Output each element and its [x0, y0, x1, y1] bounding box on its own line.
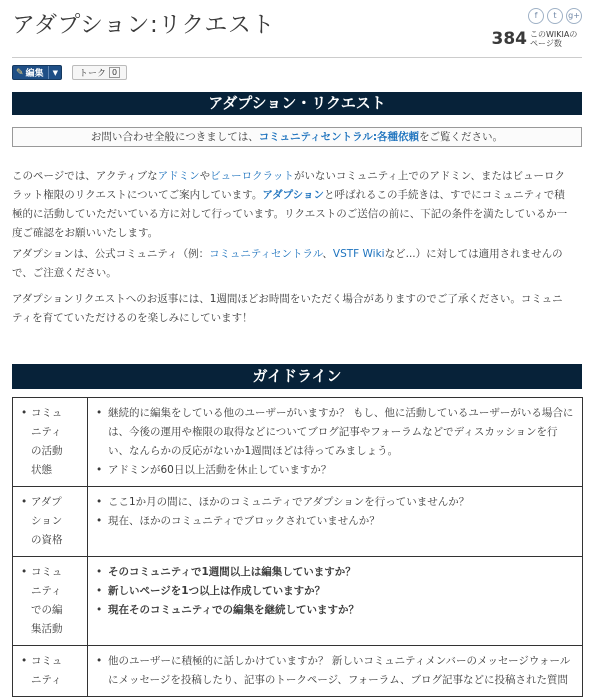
bullet-icon: •: [21, 655, 28, 667]
page-count-number: 384: [491, 29, 527, 49]
guideline-category-cell: [13, 646, 88, 697]
bullet-icon: •: [96, 566, 103, 578]
note-paragraph: アダプションは、公式コミュニティ（例：コミュニティセントラル、VSTF Wikiなど...）に対しては適用されませんの で、ご注意ください。: [12, 248, 563, 279]
bullet-icon: •: [96, 655, 103, 667]
list-item: • 新しいページを1つ以上は作成していますか？: [96, 582, 576, 601]
page-title: アダプション:リクエスト: [12, 12, 275, 38]
admin-link[interactable]: アドミン: [157, 170, 200, 182]
chevron-down-icon[interactable]: ▼: [52, 68, 58, 77]
bullet-icon: •: [96, 407, 103, 419]
intro-paragraph: このページでは、アクティブなアドミンやビューロクラットがいないコミュニティ上でのアドミン、またはビューロク ラット権限のリクエストについてご案内しています。アダプションと呼ばれるこの手続きは、すでにコミュニティで積 極的に活動していただいている方に対して行っています。リクエストのご送信の前に、下記の条件を満たしているか一 度ご確認をお願いいたします。: [12, 170, 568, 239]
talk-button[interactable]: [72, 65, 127, 80]
twitter-icon[interactable]: t: [547, 8, 563, 24]
reply-paragraph: アダプションリクエストへのお返事には、1週間ほどお時間をいただく場合がありますのでご了承ください。コミュニ ティを育てていただけるのを楽しみにしています！: [12, 293, 563, 324]
guideline-items-cell: [88, 557, 583, 646]
table-row: [13, 646, 583, 697]
bullet-icon: •: [96, 464, 103, 476]
page-toolbar: [12, 65, 127, 80]
bullet-icon: •: [21, 407, 28, 419]
list-item: • ここ1か月の間に、ほかのコミュニティでアダプションを行っていませんか？: [96, 493, 576, 512]
notice-text: お問い合わせ全般につきましては、: [90, 131, 259, 143]
notice-text-end: をご覧ください。: [419, 131, 504, 143]
list-item: • 現在、ほかのコミュニティでブロックされていませんか？: [96, 512, 576, 531]
list-item: • そのコミュニティで1週間以上は編集していますか？: [96, 563, 576, 582]
page-count-label: このWIKIAの ページ数: [530, 30, 578, 48]
request-banner: アダプション・リクエスト: [12, 92, 582, 115]
header-divider: [12, 57, 582, 58]
bureaucrat-link[interactable]: ビューロクラット: [210, 170, 294, 182]
edit-button[interactable]: [12, 65, 62, 80]
googleplus-icon[interactable]: g+: [566, 8, 582, 24]
bullet-icon: •: [96, 496, 103, 508]
pencil-icon: ✎: [16, 67, 24, 78]
page-counter: [492, 28, 583, 50]
talk-label: トーク: [78, 69, 106, 79]
bullet-icon: •: [21, 496, 28, 508]
social-share: [528, 8, 582, 24]
bullet-icon: •: [96, 515, 103, 527]
facebook-icon[interactable]: f: [528, 8, 544, 24]
notice-box: [12, 127, 582, 147]
table-row: [13, 398, 583, 487]
notice-link[interactable]: コミュニティセントラル:各種依頼: [258, 131, 420, 143]
list-item: • 他のユーザーに積極的に話しかけていますか？ 新しいコミュニティメンバーのメッセージウォール にメッセージを投稿したり、記事のトークページ、フォーラム、ブログ記事などに投稿された質問: [96, 652, 576, 690]
guideline-table: [12, 397, 583, 697]
adoption-link[interactable]: アダプション: [262, 189, 324, 201]
guideline-banner: ガイドライン: [12, 364, 582, 389]
guideline-category: コミュ ニティ の活動 状態: [31, 407, 63, 476]
guideline-items-cell: [88, 646, 583, 697]
guideline-category-cell: [13, 487, 88, 557]
guideline-category-cell: [13, 398, 88, 487]
bullet-icon: •: [96, 585, 103, 597]
guideline-category: コミュ ニティ: [31, 655, 63, 686]
table-row: [13, 557, 583, 646]
guideline-category: アダプ ション の資格: [31, 496, 63, 546]
guideline-category-cell: [13, 557, 88, 646]
bullet-icon: •: [21, 566, 28, 578]
bullet-icon: •: [96, 604, 103, 616]
guideline-items-cell: [88, 487, 583, 557]
community-central-link[interactable]: コミュニティセントラル: [209, 248, 323, 260]
guideline-category: コミュ ニティ での編 集活動: [31, 566, 63, 635]
edit-label: 編集: [25, 69, 44, 79]
list-item: • アドミンが60日以上活動を休止していますか？: [96, 461, 576, 480]
talk-count: 0: [109, 67, 120, 78]
vstf-wiki-link[interactable]: VSTF Wiki: [332, 248, 385, 260]
guideline-items-cell: [88, 398, 583, 487]
list-item: • 継続的に編集をしている他のユーザーがいますか？ もし、他に活動しているユーザーがいる場合に は、今後の運用や権限の取得などについてブログ記事やフォーラムなどでディスカッションを行 い、なんらかの反応がないか1週間ほどは待ってみましょう。: [96, 404, 576, 461]
table-row: [13, 487, 583, 557]
list-item: • 現在そのコミュニティでの編集を継続していますか？: [96, 601, 576, 620]
